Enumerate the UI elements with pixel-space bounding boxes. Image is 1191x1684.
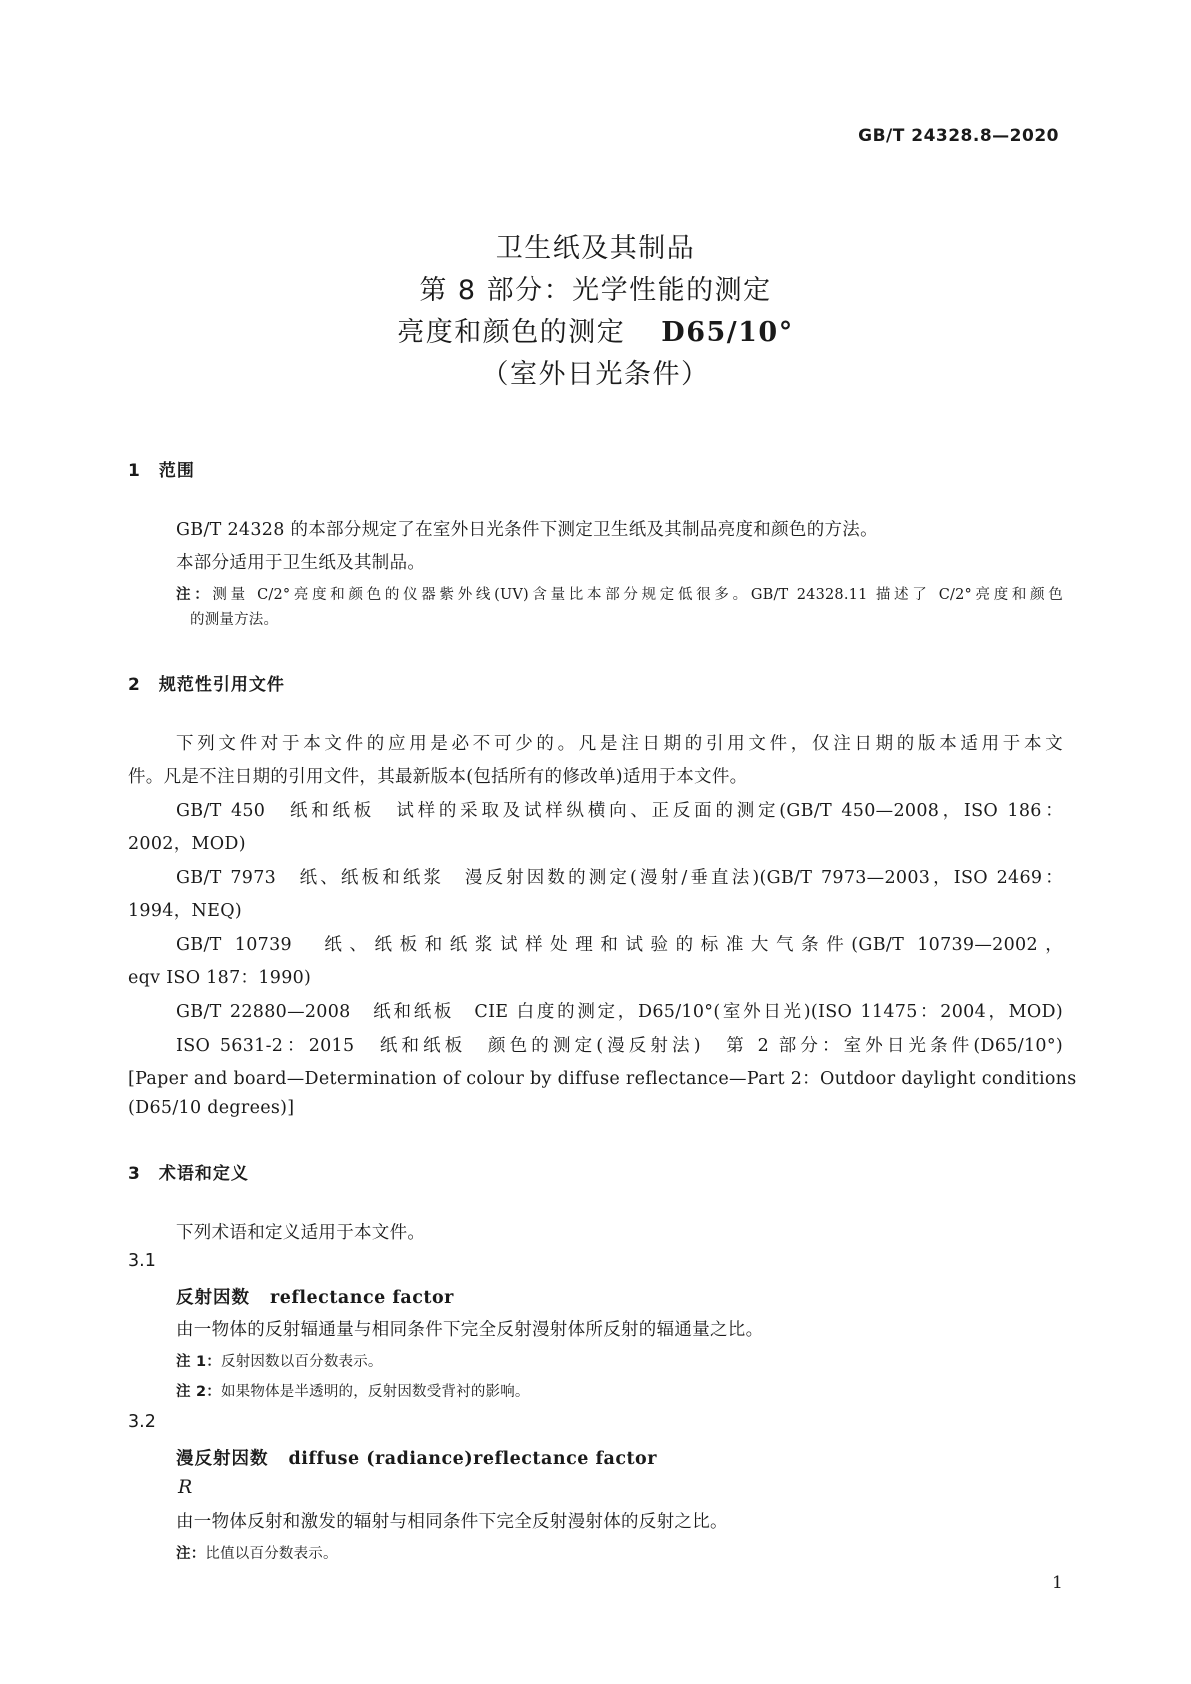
title-line-1: 卫生纸及其制品 [495,233,696,264]
title-line-3-code: D65/10° [661,317,794,348]
section-1-note-line-1: 注：测量 C/2°亮度和颜色的仪器紫外线(UV)含量比本部分规定低很多。GB/T 24328.11 描述了 C/2°亮度和颜色 [176,587,1063,603]
reference-1-line-1: GB/T 450 纸和纸板 试样的采取及试样纵横向、正反面的测定(GB/T 450—2008，ISO 186： [176,801,1063,821]
title-line-3-text: 亮度和颜色的测定 [397,317,626,348]
term-3-2-symbol: R [178,1476,193,1498]
reference-1-line-2: 2002，MOD) [128,834,246,854]
note-label: 注 1： [176,1354,221,1370]
reference-2-line-1: GB/T 7973 纸、纸板和纸浆 漫反射因数的测定(漫射/垂直法)(GB/T 7973—2003，ISO 2469： [176,868,1063,888]
standard-number: GB/T 24328.8—2020 [858,126,1059,146]
title-line-2: 第 8 部分：光学性能的测定 [419,275,772,306]
section-1-para-1: GB/T 24328 的本部分规定了在室外日光条件下测定卫生纸及其制品亮度和颜色的方法。 [176,520,878,540]
page-number: 1 [1052,1573,1063,1593]
section-1-note-line-2: 的测量方法。 [190,612,279,628]
title-line-4: （室外日光条件） [481,359,710,390]
term-3-1-name-cn: 反射因数 [176,1288,250,1308]
term-3-2-name-cn: 漫反射因数 [176,1449,269,1469]
title-line-3 [0,312,1191,354]
term-3-1-note-1: 注 1：反射因数以百分数表示。 [176,1354,383,1370]
section-2-intro-line-1: 下列文件对于本文件的应用是必不可少的。凡是注日期的引用文件，仅注日期的版本适用于本文 [176,734,1063,754]
section-1-para-2: 本部分适用于卫生纸及其制品。 [176,553,426,573]
section-1-note [176,583,1063,604]
term-3-1-name [176,1284,454,1309]
term-3-1-definition: 由一物体的反射辐通量与相同条件下完全反射漫射体所反射的辐通量之比。 [176,1320,764,1340]
section-2-heading: 2 规范性引用文件 [128,675,285,695]
document-title [0,228,1191,396]
section-2-intro-line-2: 件。凡是不注日期的引用文件，其最新版本(包括所有的修改单)适用于本文件。 [128,767,748,787]
reference-5-line-2: [Paper and board—Determination of colour by diffuse reflectance—Part 2：Outdoor daylight conditions [128,1069,1077,1089]
reference-4-line-1: GB/T 22880—2008 纸和纸板 CIE 白度的测定，D65/10°(室外日光)(ISO 11475：2004，MOD) [176,1002,1063,1022]
reference-2-line-2: 1994，NEQ) [128,901,242,921]
term-3-2-note: 注：比值以百分数表示。 [176,1546,338,1562]
reference-5-line-3: (D65/10 degrees)] [128,1098,295,1118]
term-3-1-name-en: reflectance factor [270,1288,454,1308]
note-label: 注： [176,1546,206,1562]
term-3-1-note-2: 注 2：如果物体是半透明的，反射因数受背衬的影响。 [176,1384,530,1400]
section-3-intro: 下列术语和定义适用于本文件。 [176,1223,426,1243]
section-1-heading: 1 范围 [128,461,195,481]
note-label: 注： [176,587,213,603]
term-number-3-1: 3.1 [128,1251,156,1271]
term-number-3-2: 3.2 [128,1412,156,1432]
reference-3-line-1: GB/T 10739 纸、纸板和纸浆试样处理和试验的标准大气条件(GB/T 10739—2002， [176,935,1063,955]
reference-5-line-1: ISO 5631-2：2015 纸和纸板 颜色的测定(漫反射法) 第 2 部分：室外日光条件(D65/10°) [176,1036,1063,1056]
term-3-2-name [176,1445,657,1470]
section-3-heading: 3 术语和定义 [128,1164,249,1184]
reference-3-line-2: eqv ISO 187：1990) [128,968,312,988]
note-label: 注 2： [176,1384,221,1400]
term-3-2-name-en: diffuse (radiance)reflectance factor [288,1449,657,1469]
term-3-2-definition: 由一物体反射和激发的辐射与相同条件下完全反射漫射体的反射之比。 [176,1512,728,1532]
